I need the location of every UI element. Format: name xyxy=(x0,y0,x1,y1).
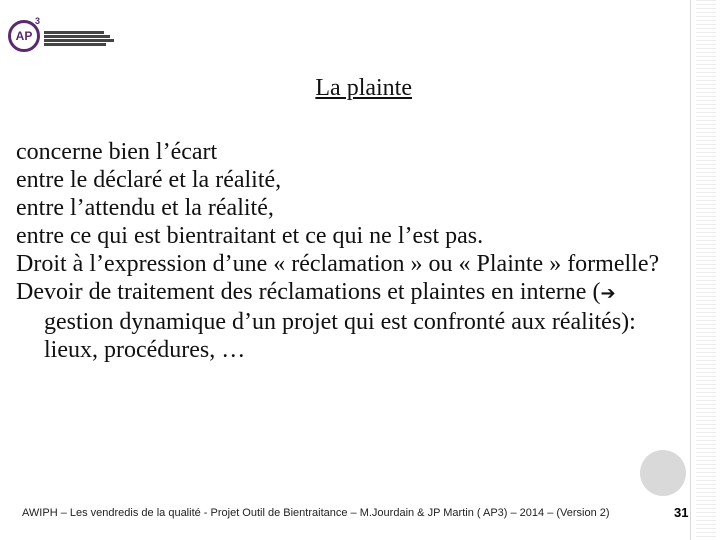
body-paragraph xyxy=(16,278,676,364)
body-line: entre le déclaré et la réalité, xyxy=(16,167,282,193)
body-line: entre l’attendu et la réalité, xyxy=(16,195,274,221)
ap3-logo xyxy=(8,16,118,56)
page-number: 31 xyxy=(674,505,689,520)
right-arrow-icon: ➔ xyxy=(600,283,616,304)
body-line: concerne bien l’écart xyxy=(16,139,218,165)
logo-superscript: 3 xyxy=(35,16,41,26)
paragraph-text-end: gestion dynamique d’un projet qui est confronté aux réalités): lieux, procédures, … xyxy=(44,309,636,363)
footer-text: AWIPH – Les vendredis de la qualité - Projet Outil de Bientraitance – M.Jourdain & JP Martin ( AP3) – 2014 – (Version 2) xyxy=(22,507,610,519)
body-line: Droit à l’expression d’une « réclamation » ou « Plainte » formelle? xyxy=(16,251,660,277)
decorative-circle xyxy=(640,450,686,496)
paragraph-text-start: Devoir de traitement des réclamations et plaintes en interne ( xyxy=(16,279,601,305)
slide-title: La plainte xyxy=(315,75,412,101)
body-line: entre ce qui est bientraitant et ce qui ne l’est pas. xyxy=(16,223,484,249)
logo-text: AP xyxy=(15,29,33,43)
logo-tagline-lines xyxy=(44,30,116,47)
slide-body xyxy=(16,138,676,364)
